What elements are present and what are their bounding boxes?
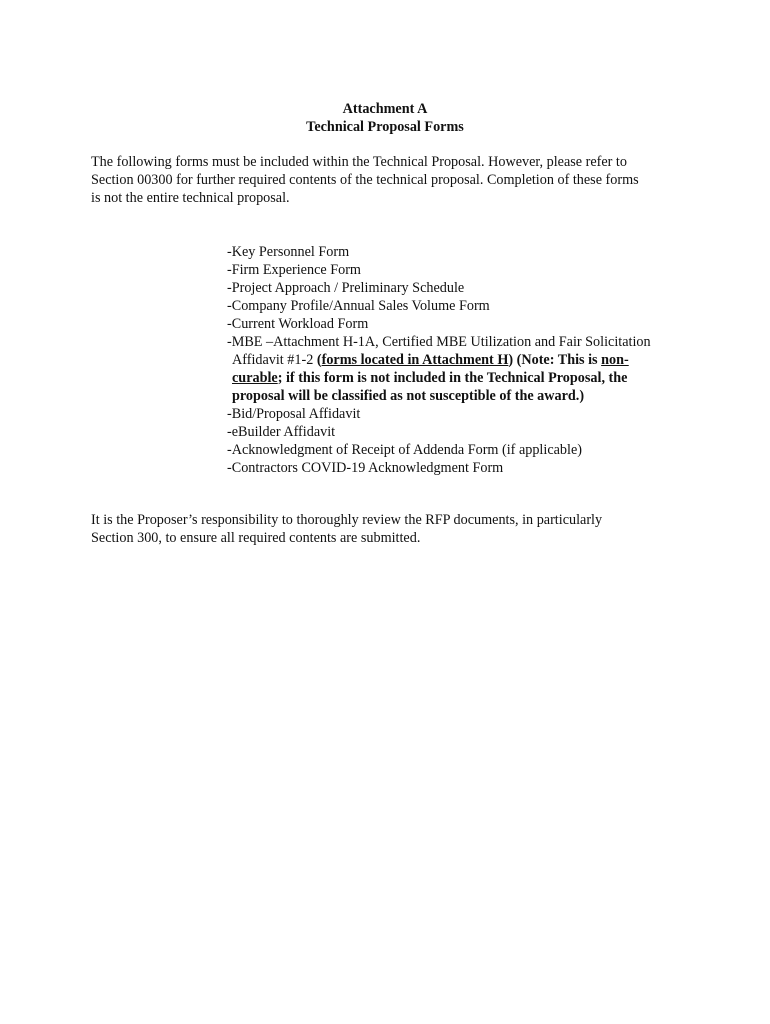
form-item-current-workload: -Current Workload Form <box>227 316 369 332</box>
document-heading <box>0 100 770 136</box>
mbe-paren: ( <box>316 352 322 368</box>
mbe-non-curable: non- <box>601 352 629 368</box>
mbe-line-3 <box>227 369 697 387</box>
closing-paragraph <box>91 511 691 547</box>
form-item-addenda-acknowledgment: -Acknowledgment of Receipt of Addenda Form (if applicable) <box>227 442 582 458</box>
form-item-bid-proposal-affidavit: -Bid/Proposal Affidavit <box>227 406 361 422</box>
attachment-subtitle: Technical Proposal Forms <box>306 119 464 135</box>
mbe-curable: curable <box>232 370 278 386</box>
form-item-key-personnel: -Key Personnel Form <box>227 244 350 260</box>
mbe-affidavit-text: Affidavit #1-2 <box>232 352 317 368</box>
mbe-note-start: ) (Note: This is <box>508 352 602 368</box>
attachment-title: Attachment A <box>342 101 428 117</box>
intro-line: is not the entire technical proposal. <box>91 190 290 206</box>
intro-line: The following forms must be included within the Technical Proposal. However, please refer to <box>91 154 627 170</box>
mbe-line-2 <box>227 351 697 369</box>
form-item-firm-experience: -Firm Experience Form <box>227 262 361 278</box>
form-item-project-approach: -Project Approach / Preliminary Schedule <box>227 280 465 296</box>
mbe-line-4: proposal will be classified as not susceptible of the award.) <box>232 388 585 404</box>
form-item-mbe <box>227 333 697 405</box>
form-item-covid-acknowledgment: -Contractors COVID-19 Acknowledgment Form <box>227 460 504 476</box>
intro-paragraph <box>91 153 691 207</box>
closing-line: Section 300, to ensure all required contents are submitted. <box>91 530 421 546</box>
form-item-ebuilder-affidavit: -eBuilder Affidavit <box>227 424 336 440</box>
intro-line: Section 00300 for further required contents of the technical proposal. Completion of these forms <box>91 172 639 188</box>
mbe-line-1: -MBE –Attachment H-1A, Certified MBE Utilization and Fair Solicitation <box>227 334 651 350</box>
form-item-company-profile: -Company Profile/Annual Sales Volume Form <box>227 298 490 314</box>
mbe-forms-located: forms located in Attachment H <box>321 352 509 368</box>
required-forms-list <box>227 243 697 477</box>
mbe-note-rest: ; if this form is not included in the Technical Proposal, the <box>277 370 628 386</box>
closing-line: It is the Proposer’s responsibility to thoroughly review the RFP documents, in particularly <box>91 512 603 528</box>
